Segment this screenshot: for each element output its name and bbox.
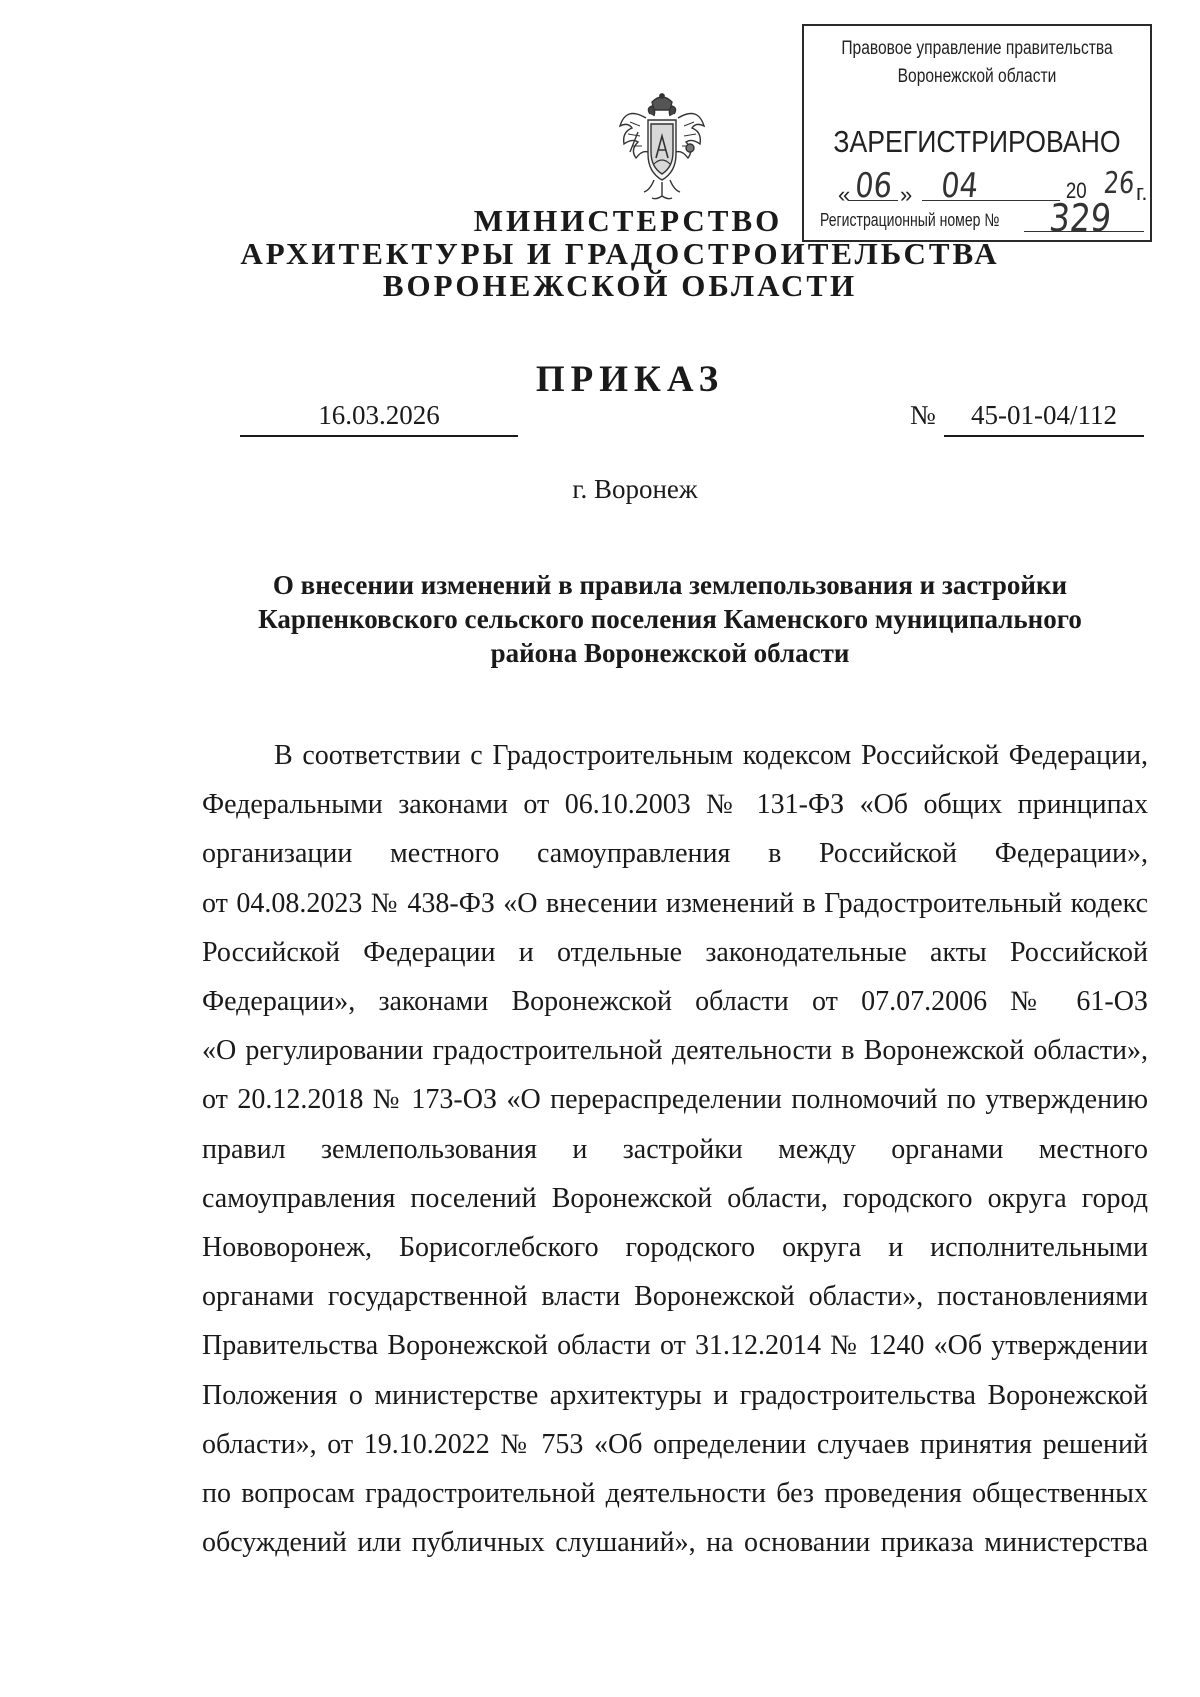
- body-line: Правительства Воронежской области от 31.12.2014 № 1240 «Об утверждении: [202, 1330, 1148, 1362]
- document-number: 45-01-04/112: [944, 400, 1144, 437]
- stamp-registration-underline: [1024, 231, 1144, 232]
- document-number-label: №: [910, 400, 936, 430]
- body-line: Положения о министерстве архитектуры и градостроительства Воронежской: [202, 1379, 1148, 1411]
- document-type: ПРИКАЗ: [535, 359, 725, 400]
- body-line: Нововоронеж, Борисоглебского городского округа и исполнительными: [202, 1232, 1148, 1264]
- body-line: от 20.12.2018 № 173-ОЗ «О перераспределении полномочий по утверждению: [202, 1084, 1148, 1116]
- stamp-registration-label: Регистрационный номер №: [820, 210, 1000, 230]
- ministry-name-line-2: АРХИТЕКТУРЫ И ГРАДОСТРОИТЕЛЬСТВА: [240, 236, 1000, 271]
- stamp-status: ЗАРЕГИСТРИРОВАНО: [833, 124, 1121, 159]
- body-line: области», от 19.10.2022 № 753 «Об определении случаев принятия решений: [202, 1428, 1148, 1460]
- ministry-name-line-3: ВОРОНЕЖСКОЙ ОБЛАСТИ: [382, 268, 858, 303]
- stamp-year-handwritten: 26: [1102, 166, 1136, 201]
- document-city: г. Воронеж: [572, 474, 698, 504]
- body-line: по вопросам градостроительной деятельности без проведения общественных: [202, 1478, 1148, 1510]
- stamp-registration-number: 329: [1047, 196, 1114, 240]
- document-title-line: О внесении изменений в правила землепользования и застройки: [272, 570, 1068, 600]
- stamp-organization-line-2: Воронежской области: [897, 66, 1057, 87]
- document-body: [202, 731, 1148, 1567]
- body-line: самоуправления поселений Воронежской области, городского округа город: [202, 1182, 1148, 1214]
- body-line: «О регулировании градостроительной деятельности в Воронежской области»,: [202, 1035, 1148, 1067]
- body-line: обсуждений или публичных слушаний», на основании приказа министерства: [202, 1527, 1148, 1559]
- stamp-organization-line-1: Правовое управление правительства: [841, 38, 1113, 59]
- body-line: правил землепользования и застройки между органами местного: [202, 1133, 1148, 1165]
- body-line: от 04.08.2023 № 438-ФЗ «О внесении изменений в Градостроительный кодекс: [202, 887, 1148, 919]
- body-line: Федеральными законами от 06.10.2003 № 131-ФЗ «Об общих принципах: [202, 789, 1148, 821]
- body-line: Российской Федерации и отдельные законодательные акты Российской: [202, 936, 1148, 968]
- ministry-name-line-1: МИНИСТЕРСТВО: [473, 203, 783, 238]
- stamp-month-handwritten: 04: [939, 166, 980, 206]
- document-title-line: Карпенковского сельского поселения Каменского муниципального: [258, 604, 1082, 634]
- body-line: организации местного самоуправления в Российской Федерации»,: [202, 838, 1148, 870]
- body-line: В соответствии с Градостроительным кодексом Российской Федерации,: [274, 740, 1148, 771]
- stamp-day-underline: [848, 200, 898, 201]
- document-date: 16.03.2026: [240, 400, 518, 437]
- registration-stamp: [802, 24, 1152, 242]
- stamp-date-close-quote: »: [900, 182, 913, 207]
- stamp-month-underline: [922, 200, 1060, 201]
- stamp-date-open-quote: «: [838, 182, 851, 207]
- coat-of-arms-icon: [616, 92, 708, 204]
- body-line: органами государственной власти Воронежской области», постановлениями: [202, 1281, 1148, 1313]
- body-line: Федерации», законами Воронежской области от 07.07.2006 № 61-ОЗ: [202, 986, 1148, 1018]
- document-title: [230, 568, 1110, 670]
- stamp-year-suffix: г.: [1136, 180, 1148, 205]
- stamp-year-prefix: 20: [1065, 178, 1087, 203]
- document-title-line: района Воронежской области: [490, 638, 850, 668]
- stamp-day-handwritten: 06: [853, 166, 894, 206]
